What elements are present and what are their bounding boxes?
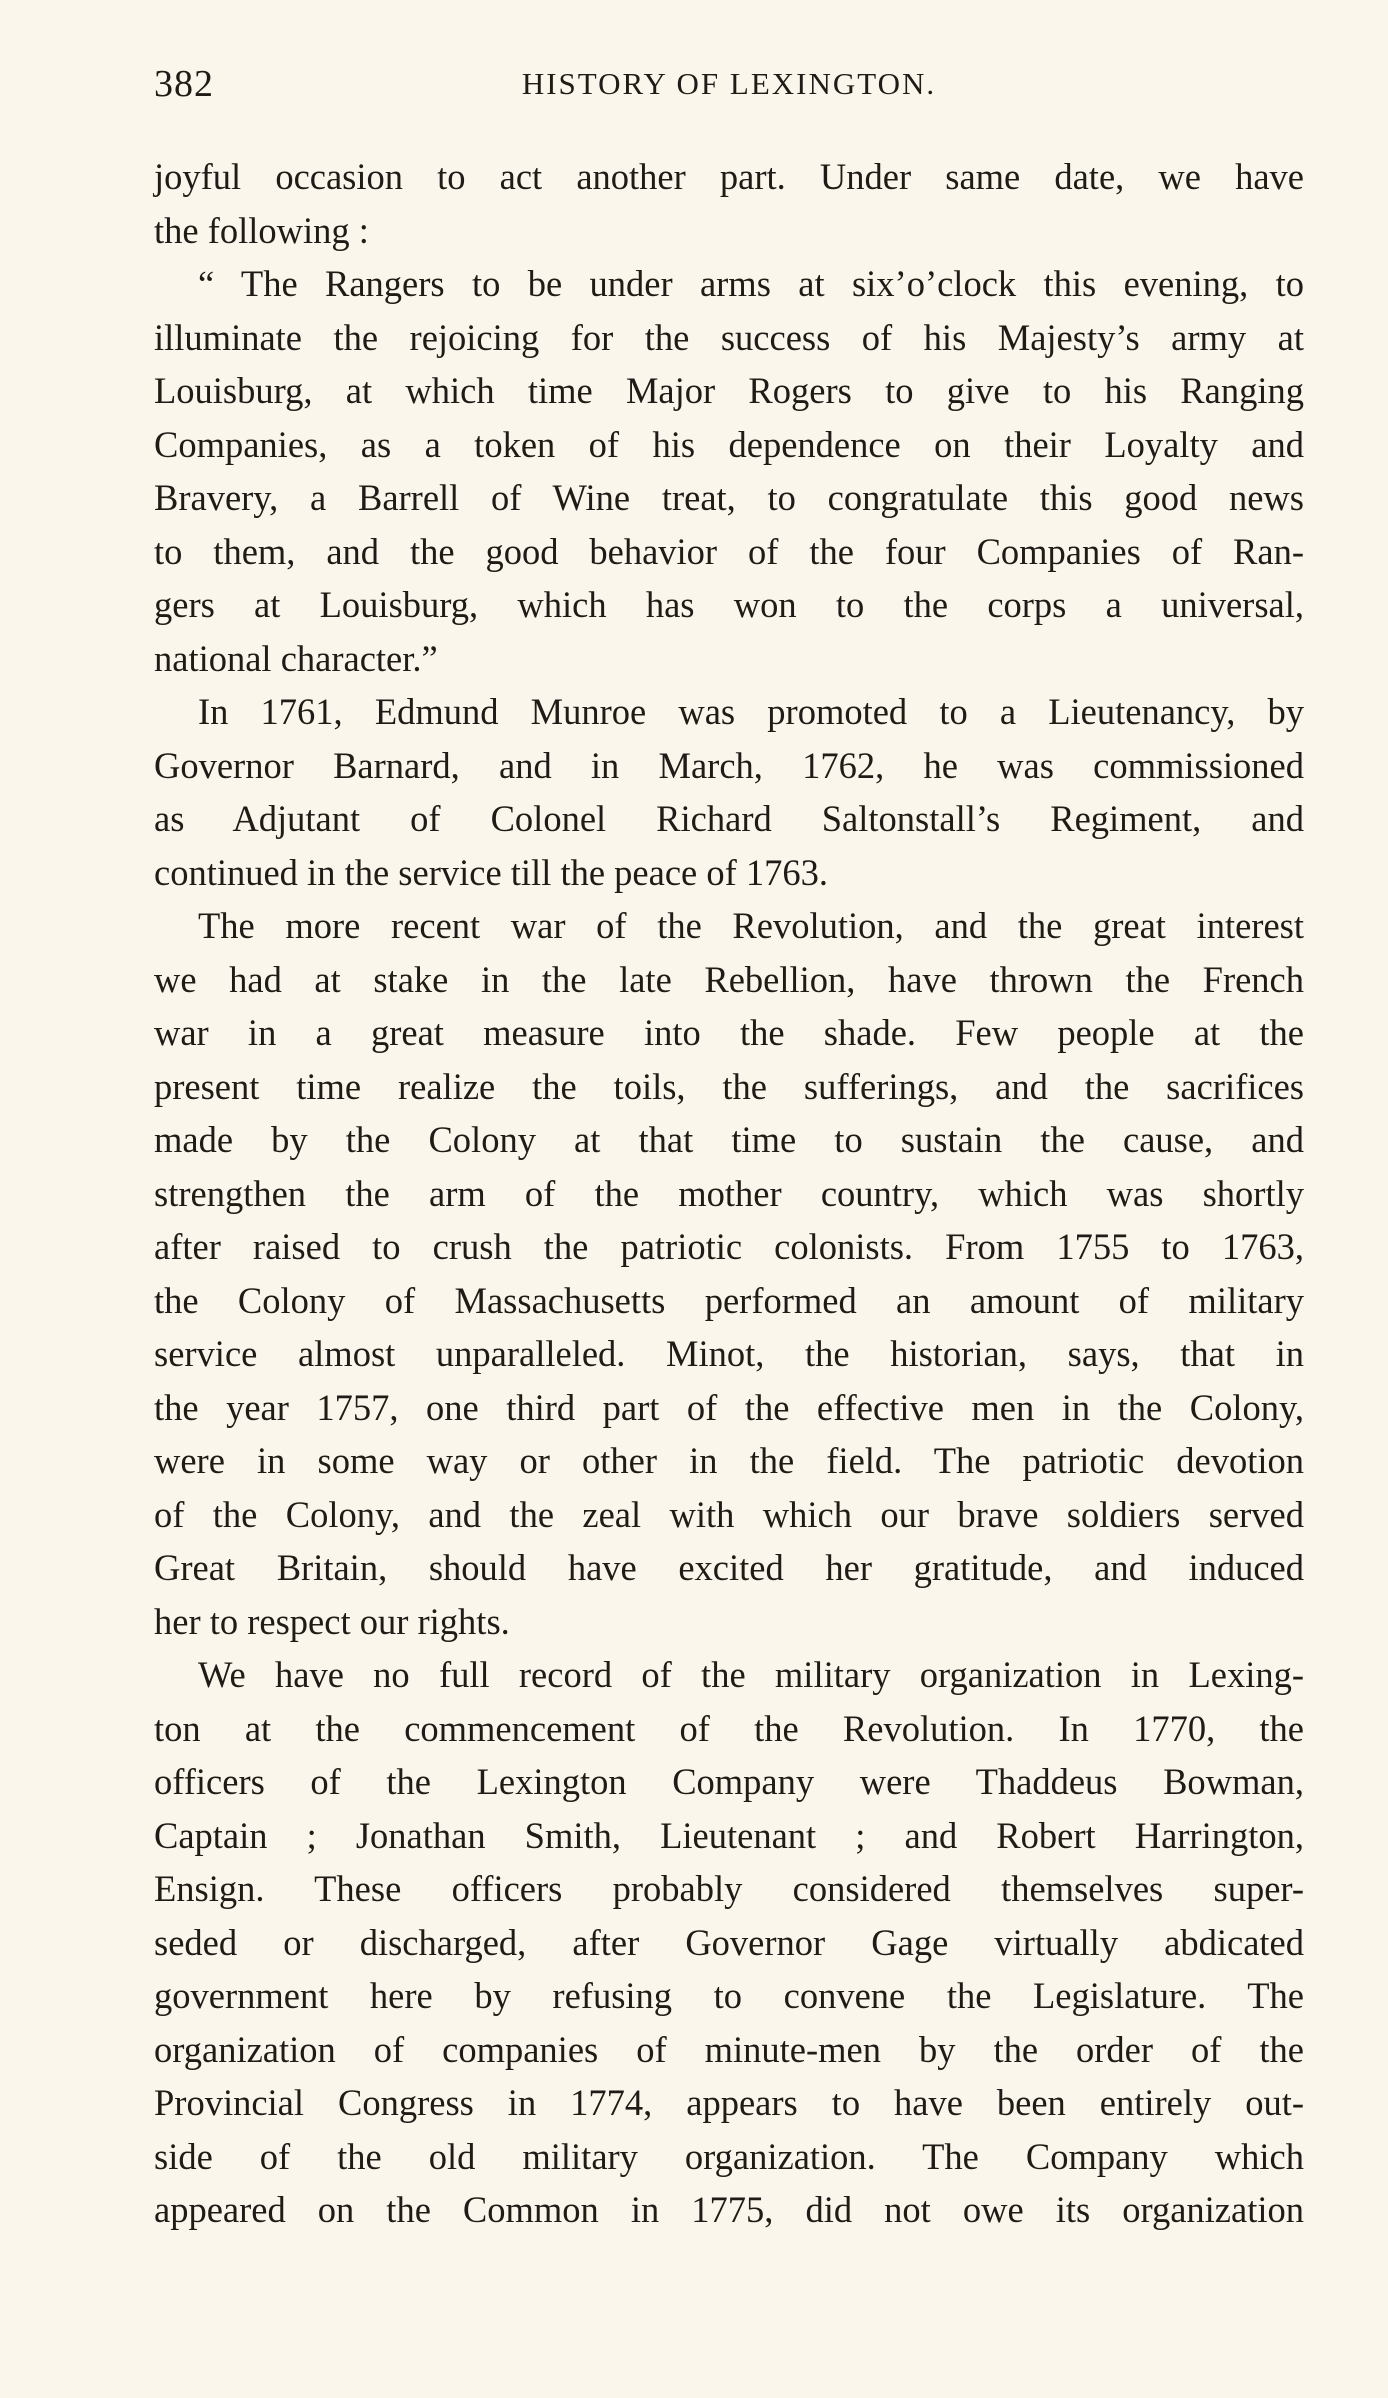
text-line: strengthen the arm of the mother country, which was shortly <box>154 1172 1304 1214</box>
body-text <box>154 150 1304 2237</box>
text-line: seded or discharged, after Governor Gage virtually abdicated <box>154 1921 1304 1963</box>
text-line: present time realize the toils, the sufferings, and the sacrifices <box>154 1065 1304 1107</box>
text-line: joyful occasion to act another part. Under same date, we have <box>154 156 1304 197</box>
text-line: illuminate the rejoicing for the success of his Majesty’s army at <box>154 316 1304 358</box>
text-line: Louisburg, at which time Major Rogers to give to his Ranging <box>154 370 1304 411</box>
text-line: after raised to crush the patriotic colonists. From 1755 to 1763, <box>154 1226 1304 1267</box>
running-head <box>154 62 1304 122</box>
text-line: officers of the Lexington Company were Thaddeus Bowman, <box>154 1761 1304 1802</box>
text-line: organization of companies of minute-men by the order of the <box>154 2028 1304 2070</box>
text-line: the Colony of Massachusetts performed an amount of military <box>154 1279 1304 1321</box>
text-line: Bravery, a Barrell of Wine treat, to congratulate this good news <box>154 477 1304 518</box>
text-line: were in some way or other in the field. The patriotic devotion <box>154 1440 1304 1481</box>
text-line: Ensign. These officers probably considered themselves super- <box>154 1868 1304 1909</box>
text-line: In 1761, Edmund Munroe was promoted to a Lieutenancy, by <box>198 691 1304 732</box>
text-line: ton at the commencement of the Revolution. In 1770, the <box>154 1707 1304 1749</box>
text-line: the following : <box>154 209 369 251</box>
text-line: government here by refusing to convene the Legislature. The <box>154 1975 1304 2016</box>
text-line: continued in the service till the peace of 1763. <box>154 851 829 893</box>
text-line: national character.” <box>154 637 438 679</box>
text-line: gers at Louisburg, which has won to the corps a universal, <box>154 584 1304 625</box>
text-line: Companies, as a token of his dependence on their Loyalty and <box>154 423 1304 465</box>
running-title: HISTORY OF LEXINGTON. <box>521 66 937 101</box>
text-line: “ The Rangers to be under arms at six’o’clock this evening, to <box>198 263 1304 304</box>
page-number: 382 <box>154 63 214 105</box>
text-line: made by the Colony at that time to sustain the cause, and <box>154 1119 1304 1160</box>
text-line: The more recent war of the Revolution, and the great interest <box>198 905 1304 946</box>
text-line: Governor Barnard, and in March, 1762, he was commissioned <box>154 744 1304 786</box>
text-line: as Adjutant of Colonel Richard Saltonstall’s Regiment, and <box>154 798 1304 839</box>
text-line: war in a great measure into the shade. Few people at the <box>154 1012 1304 1053</box>
text-line: Provincial Congress in 1774, appears to have been entirely out- <box>154 2082 1304 2123</box>
text-line: appeared on the Common in 1775, did not owe its organization <box>154 2189 1304 2230</box>
text-line: side of the old military organization. The Company which <box>154 2135 1304 2177</box>
text-line: her to respect our rights. <box>154 1600 510 1642</box>
text-line: We have no full record of the military organization in Lexing- <box>198 1654 1304 1695</box>
text-line: the year 1757, one third part of the effective men in the Colony, <box>154 1386 1304 1428</box>
text-line: we had at stake in the late Rebellion, have thrown the French <box>154 958 1304 1000</box>
text-line: service almost unparalleled. Minot, the historian, says, that in <box>154 1333 1304 1374</box>
text-line: Captain ; Jonathan Smith, Lieutenant ; and Robert Harrington, <box>154 1814 1304 1856</box>
text-line: Great Britain, should have excited her gratitude, and induced <box>154 1547 1304 1588</box>
text-line: to them, and the good behavior of the four Companies of Ran- <box>154 530 1304 572</box>
text-line: of the Colony, and the zeal with which our brave soldiers served <box>154 1493 1304 1535</box>
